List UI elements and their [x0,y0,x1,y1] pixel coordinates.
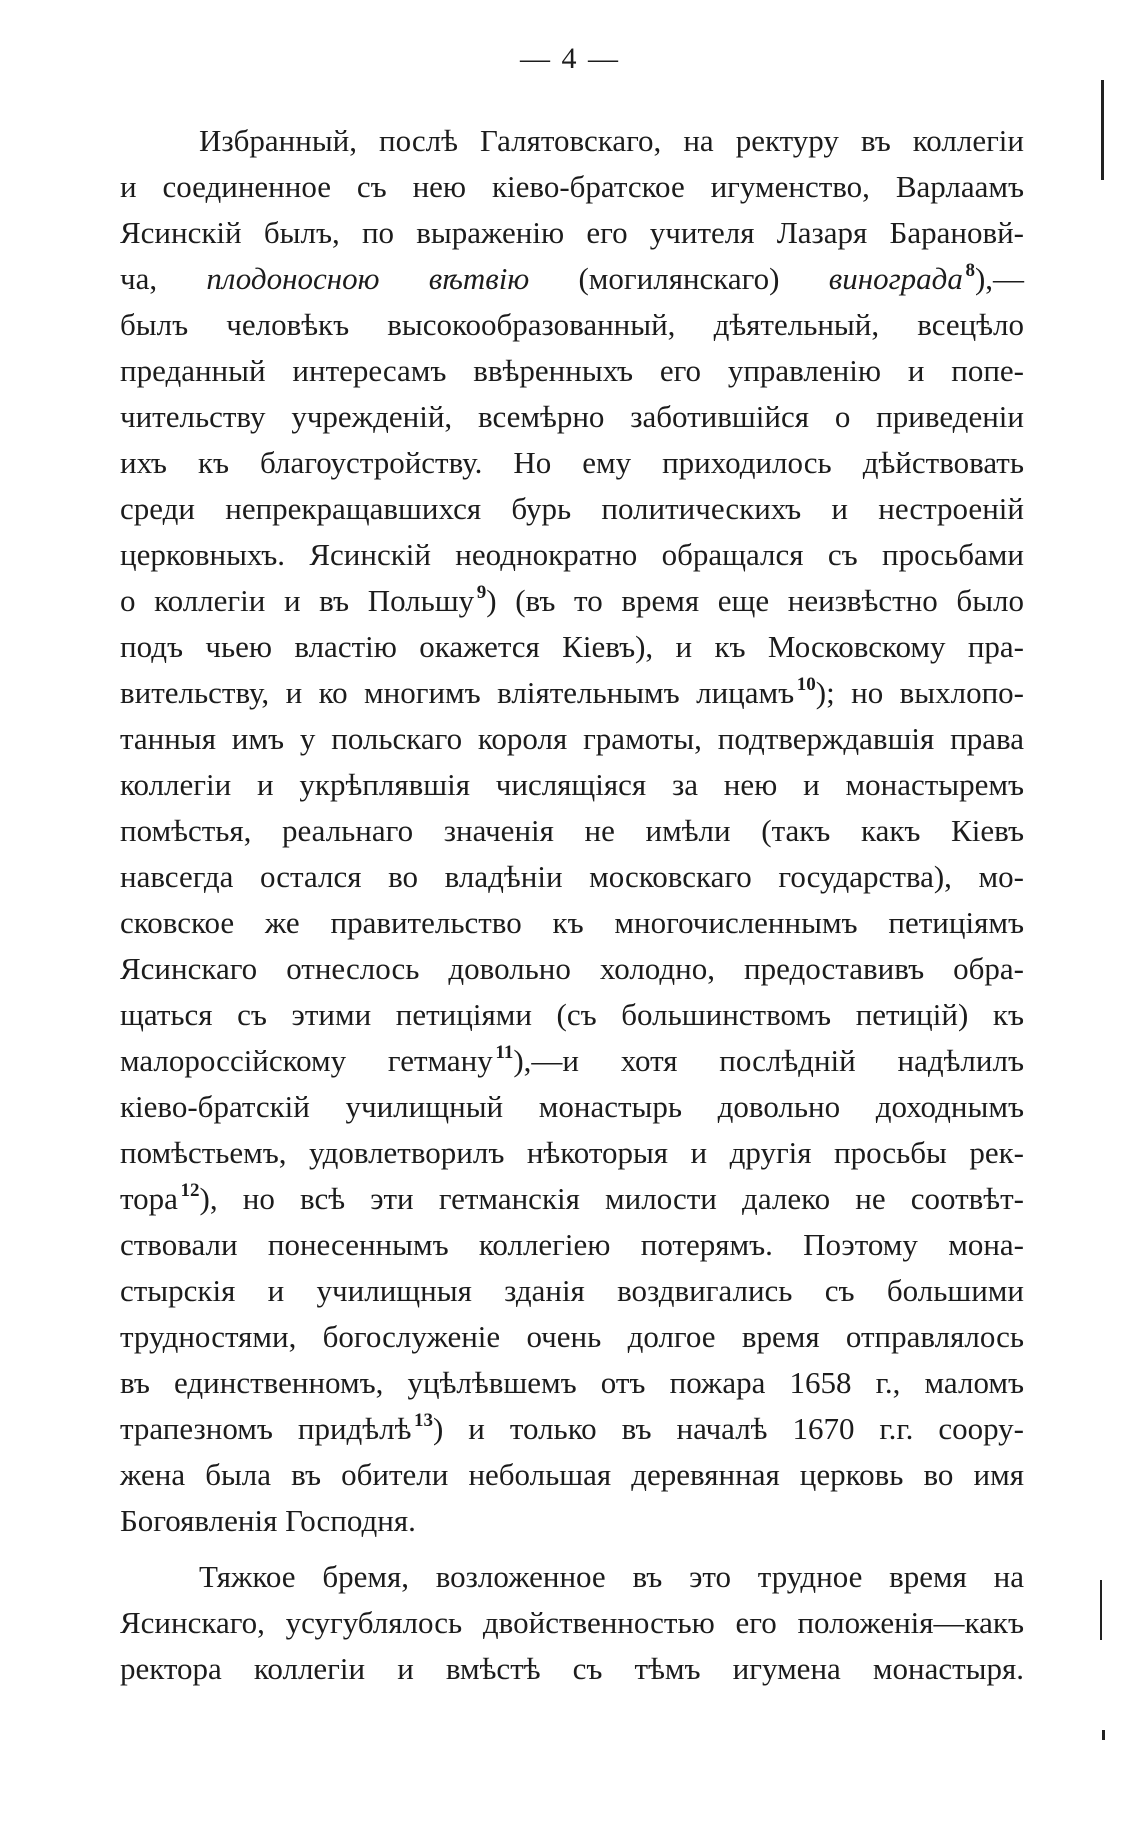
text-line: Богоявленія Господня. [120,1503,416,1538]
text-line: навсегда остался во владѣніи московскаго государства), мо- [120,859,1024,894]
text-line: Ясинскаго, усугублялось двойственностью его положенія—какъ [120,1605,1024,1640]
text-segment: ); но выхлопо- [815,675,1025,710]
text-line: въ единственномъ, уцѣлѣвшемъ отъ пожара 1658 г., маломъ [120,1365,1024,1400]
text-line [120,1038,1024,1084]
text-line [120,670,1024,716]
text-line: Избранный, послѣ Галятовскаго, на ректуру въ коллегіи [199,123,1024,158]
text-segment: ча, [120,261,158,296]
text-line: жена была въ обители небольшая деревянная церковь во имя [120,1457,1024,1492]
footnote-ref: 13 [414,1410,434,1431]
text-line: кіево-братскій училищный монастырь довольно доходнымъ [120,1089,1024,1124]
text-line: сковское же правительство къ многочисленнымъ петиціямъ [120,905,1024,940]
text-line: помѣстьемъ, удовлетворилъ нѣкоторыя и другія просьбы рек- [120,1135,1024,1170]
text-line: Ясинскій былъ, по выраженію его учителя Лазаря Барановй- [120,215,1024,250]
paragraph-gap [120,1544,1024,1554]
text-segment: вительству, и ко многимъ вліятельнымъ лицамъ [120,675,795,710]
text-segment: ), но всѣ эти гетманскія милости далеко не соотвѣт- [199,1181,1024,1216]
text-line: Тяжкое бремя, возложенное въ это трудное время на [199,1559,1024,1594]
text-segment: трапезномъ придѣлѣ [120,1411,412,1446]
text-segment: о коллегіи и въ Польшу [120,583,475,618]
text-line: стырскія и училищныя зданія воздвигались съ большими [120,1273,1024,1308]
text-segment: ) и только въ началѣ 1670 г.г. соору- [433,1411,1024,1446]
paragraph-2 [120,1554,1024,1692]
text-segment: (могилянскаго) [578,261,780,296]
text-segment: ),— [974,261,1025,296]
text-line: танныя имъ у польскаго короля грамоты, подтверждавшія права [120,721,1024,756]
footnote-ref: 10 [796,674,816,695]
footnote-ref: 8 [965,260,975,281]
text-line: чительству учрежденій, всемѣрно заботившійся о приведеніи [120,399,1024,434]
text-line: и соединенное съ нею кіево-братское игуменство, Варлаамъ [120,169,1024,204]
body-text [120,118,1024,1692]
text-line: среди непрекращавшихся бурь политическихъ и нестроеній [120,491,1024,526]
page-number: — 4 — [520,42,620,75]
text-line: трудностями, богослуженіе очень долгое время отправлялось [120,1319,1024,1354]
footnote-ref: 11 [495,1042,514,1063]
paragraph-1 [120,118,1024,1544]
text-line: ректора коллегіи и вмѣстѣ съ тѣмъ игумена монастыря. [120,1651,1024,1686]
text-line [120,256,1024,302]
text-line: Ясинскаго отнеслось довольно холодно, предоставивъ обра- [120,951,1024,986]
text-line: ствовали понесеннымъ коллегіею потерямъ. Поэтому мона- [120,1227,1024,1262]
text-line: помѣстья, реальнаго значенія не имѣли (такъ какъ Кіевъ [120,813,1024,848]
text-segment: малороссійскому гетману [120,1043,493,1078]
emphasis-text: плодоносною вѣтвію [206,261,530,296]
text-segment: тора [120,1181,178,1216]
text-line [120,1176,1024,1222]
text-line: преданный интересамъ ввѣренныхъ его управленію и попе- [120,353,1024,388]
text-line: былъ человѣкъ высокообразованный, дѣятельный, всецѣло [120,307,1024,342]
scan-edge-mark [1100,1580,1102,1640]
text-line: щаться съ этими петиціями (съ большинствомъ петицій) къ [120,997,1024,1032]
footnote-ref: 12 [180,1180,200,1201]
text-line: коллегіи и укрѣплявшія числящіяся за нею и монастыремъ [120,767,1024,802]
scan-edge-mark [1102,1730,1105,1740]
text-line [120,578,1024,624]
footnote-ref: 9 [476,582,487,603]
text-line [120,1406,1024,1452]
text-line: подъ чьею властію окажется Кіевъ), и къ Московскому пра- [120,629,1024,664]
text-segment: ) (въ то время еще неизвѣстно было [486,583,1024,618]
text-segment: ),—и хотя послѣдній надѣлилъ [513,1043,1024,1078]
text-line: ихъ къ благоустройству. Но ему приходилось дѣйствовать [120,445,1024,480]
emphasis-text: винограда [828,261,963,296]
text-line: церковныхъ. Ясинскій неоднократно обращался съ просьбами [120,537,1024,572]
scan-edge-mark [1101,80,1104,180]
